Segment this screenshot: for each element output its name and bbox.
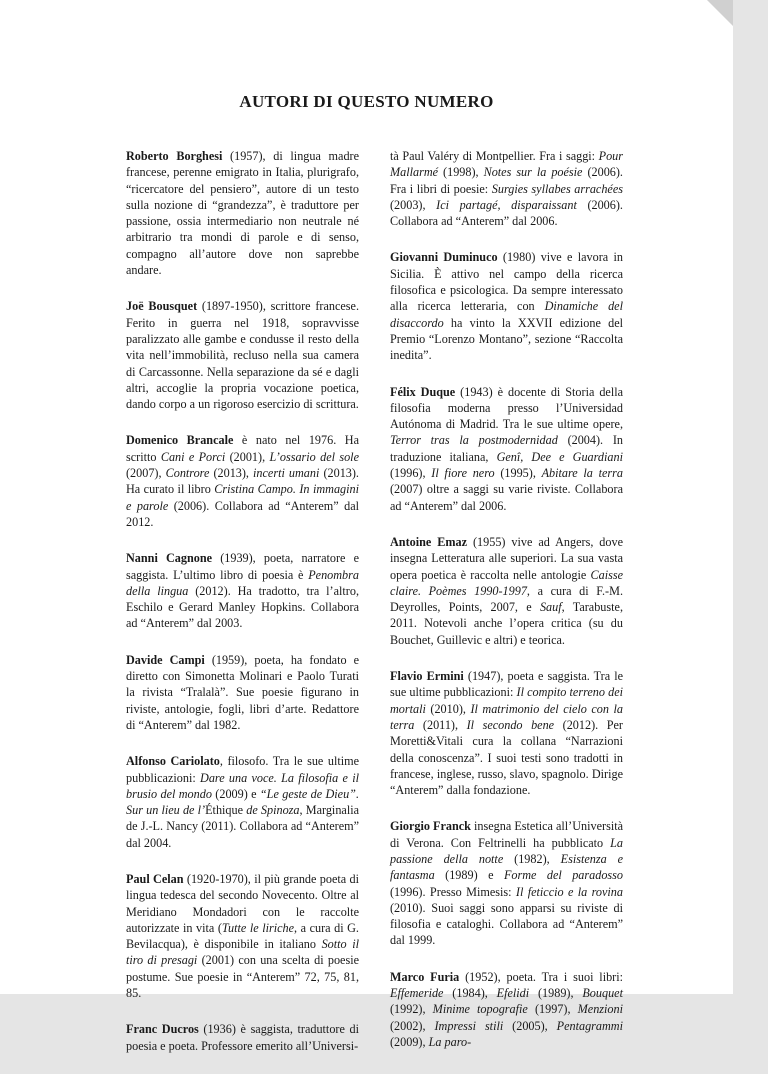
work-title: Penombra della lingua (126, 567, 359, 598)
work-title: Il fiore nero (431, 466, 495, 481)
work-title: Il compito terreno dei mortali (390, 685, 624, 716)
entry-text: (1897-1950), scrittore francese. Ferito in guerra nel 1918, sopravvisse paralizzato alle gambe e condusse il resto della vita nell’immobilità, recluso nella sua camera di Carcassonne. Nella separazione da sé e dagli altri, accoglie la propria vocazione poetica, dando corpo a un rigoroso esercizio di scrittura. (126, 299, 359, 412)
entry-text: (1939), poeta, narratore e saggista. L’ultimo libro di poesia è (126, 551, 359, 582)
author-name: Alfonso Cariolato (126, 754, 220, 769)
entry-text: (1996), (390, 466, 432, 481)
work-title: Pentagrammi (556, 1018, 623, 1033)
entry-text: (1959), poeta, ha fondato e diretto con Simonetta Molinari e Paolo Turati la rivista “Tralalà”. Sue poesie figurano in riviste, antologie, fogli, libri d’arte. Redattore di “Anterem” dal 1982. (126, 652, 359, 732)
work-title: de Spinoza (243, 803, 300, 818)
work-title: Efelidi (496, 986, 530, 1001)
author-entry (126, 298, 359, 412)
entry-text: (1989), (529, 986, 583, 1001)
entry-text: (1943) è docente di Storia della filosofia moderna presso l’Universidad Autónoma di Madrid. Tra le sue ultime opere, (390, 384, 623, 432)
author-name: Roberto Borghesi (126, 149, 223, 163)
entry-text: ha vinto la XXVII edizione del Premio “Lorenzo Montano”, sezione “Raccolta inedita”. (390, 315, 623, 363)
entry-text: (1952), poeta. Tra i suoi libri: (459, 969, 624, 984)
author-name: Giovanni Duminuco (390, 250, 498, 265)
author-entry (390, 668, 623, 798)
entry-text: (2007) oltre a saggi su varie riviste. Collabora ad “Anterem” dal 2006. (390, 482, 623, 513)
entry-text: (1989) e (434, 868, 504, 883)
work-title: incerti umani (253, 466, 320, 481)
author-name: Nanni Cagnone (126, 551, 213, 566)
author-entry (126, 148, 359, 278)
entry-text: (1998), (438, 165, 484, 180)
author-entry (390, 534, 623, 648)
author-entry (390, 249, 623, 363)
work-title: La paro- (428, 1034, 472, 1049)
entry-text: (1980) vive e lavora in Sicilia. È attivo nel campo della ricerca filosofica e psicologica. Da sempre interessato alla ricerca letteraria, con (390, 250, 623, 314)
author-entry (390, 818, 623, 948)
entry-text: tà Paul Valéry di Montpellier. Fra i saggi: (390, 149, 599, 163)
work-title: La passione della notte (390, 835, 623, 866)
work-title: Bouquet (582, 986, 623, 1001)
work-title: Abitare la terra (541, 466, 623, 481)
entry-text: (2010). Suoi saggi sono apparsi su riviste di filosofia e cataloghi. Collabora ad “Anterem” dal 1999. (390, 900, 623, 948)
author-entry (390, 384, 623, 514)
author-name: Marco Furia (390, 969, 460, 984)
page-corner-fold (707, 0, 733, 26)
author-entry (126, 432, 359, 530)
author-entry (126, 871, 359, 1001)
right-column (390, 148, 623, 1070)
entry-text: (2010), (425, 701, 471, 716)
work-title: Caisse claire. Poèmes 1990-1997 (390, 567, 623, 598)
entry-text: (2009), (390, 1034, 429, 1049)
work-title: Sotto il tiro di presagi (126, 937, 360, 968)
entry-text: (2012). Ha tradotto, tra l’altro, Eschilo e Gerard Manley Hopkins. Collabora ad “Anterem” dal 2003. (126, 583, 359, 631)
entry-text: (2007), (126, 466, 166, 481)
work-title: Forme del paradosso (503, 868, 623, 883)
work-title: Esistenza e fantasma (390, 851, 623, 883)
entry-text: , a cura di G. Bevilacqua), è disponibile in italiano (126, 920, 359, 952)
author-entry (126, 753, 359, 851)
entry-text: (2006). Fra i libri di poesie: (390, 165, 623, 196)
work-title: Menzioni (577, 1002, 623, 1017)
entry-text: è nato nel 1976. Ha scritto (126, 433, 359, 464)
work-title: Effemeride (390, 986, 444, 1001)
work-title: Surgies syllabes arrachées (491, 181, 623, 196)
entry-text: (1996). Presso Mimesis: (390, 884, 516, 899)
author-name: Giorgio Franck (390, 819, 471, 834)
work-title: Pour Mallarmé (390, 149, 623, 180)
entry-text: (1984), (443, 986, 497, 1001)
entry-text: (2004). In traduzione italiana, (390, 433, 623, 464)
entry-text: (1920-1970), il più grande poeta di lingua tedesca del secondo Novecento. Oltre al Meridiano Mondadori con le raccolte autorizzate in vita ( (126, 871, 359, 935)
author-entry (126, 1021, 359, 1054)
entry-text: (1947), poeta e saggista. Tra le sue ultime pubblicazioni: (390, 669, 623, 700)
entry-text: (2012). Per Moretti&Vitali cura la collana “Narrazioni della conoscenza”. I suoi testi sono tradotti in francese, inglese, russo, slavo, spagnolo. Dirige “Anterem” dalla fondazione. (390, 717, 623, 798)
work-title: L’ossario del sole (269, 449, 359, 464)
author-name: Franc Ducros (126, 1022, 199, 1037)
entry-text: (2001) con una scelta di poesie postume. Sue poesie in “Anterem” 72, 75, 81, 85. (126, 953, 359, 1001)
work-title: “Le geste de Dieu”. Sur un lieu de l’ (126, 786, 359, 818)
entry-text: (1936) è saggista, traduttore di poesia e poeta. Professore emerito all’Universi- (126, 1022, 359, 1053)
entry-text: (2009) e (211, 786, 260, 801)
work-title: Terror tras la postmodernidad (390, 433, 558, 448)
entry-text: (2002), (390, 1018, 435, 1033)
page-title: AUTORI DI QUESTO NUMERO (239, 92, 494, 111)
author-name: Félix Duque (390, 384, 456, 399)
work-title: Il feticcio e la rovina (515, 884, 623, 899)
entry-text: , Tarabuste, 2011. Notevoli anche l’opera critica (su du Bouchet, Guillevic e altri) e teorica. (390, 600, 623, 647)
entry-text: (2006). Collabora ad “Anterem” dal 2012. (126, 498, 360, 529)
entry-text: (1997), (527, 1002, 578, 1017)
entry-text: (1955) vive ad Angers, dove insegna Letteratura alle superiori. La sua vasta opera poetica è raccolta nelle antologie (390, 534, 624, 582)
author-name: Joë Bousquet (126, 299, 198, 314)
entry-text: (2006). Collabora ad “Anterem” dal 2006. (390, 197, 623, 229)
left-column (126, 148, 359, 1074)
author-name: Domenico Brancale (126, 433, 234, 448)
entry-text: (1992), (390, 1002, 433, 1017)
entry-text: insegna Estetica all’Università di Verona. Con Feltrinelli ha pubblicato (390, 819, 624, 850)
work-title: Genî, Dee e Guardiani (496, 449, 623, 464)
work-title: Ici partagé, disparaissant (436, 197, 577, 212)
entry-text: (2003), (390, 197, 437, 212)
entry-text: (2011), (414, 717, 467, 732)
entry-text: (1957), di lingua madre francese, perenne emigrato in Italia, plurigrafo, “ricercatore del pensiero”, autore di un testo sulla nozione di “grandezza”, è traduttore per passione, ossia intermediario non neutrale né arbitrario tra mondi di parole e di senso, compagno all’autore dove non saprebbe andare. (126, 149, 360, 278)
work-title: Cani e Porci (160, 449, 226, 464)
work-title: Il matrimonio del cielo con la terra (390, 701, 623, 732)
work-title: Minime topografie (432, 1002, 528, 1017)
entry-text: (1982), (503, 851, 561, 866)
author-entry (126, 550, 359, 631)
work-title: Il secondo bene (466, 717, 555, 732)
author-name: Flavio Ermini (390, 669, 464, 684)
entry-text: (1995), (494, 466, 542, 481)
author-entry (390, 969, 623, 1050)
author-entry (390, 148, 623, 229)
entry-text: (2001), (225, 449, 270, 464)
author-name: Paul Celan (126, 871, 184, 886)
work-title: Notes sur la poésie (483, 165, 583, 180)
work-title: Controre (165, 466, 210, 481)
entry-text: , Marginalia de J.-L. Nancy (2011). Collabora ad “Anterem” dal 2004. (126, 803, 360, 850)
work-title: Dare una voce. La filosofia e il brusio del mondo (126, 770, 359, 801)
entry-text: (2013), (209, 466, 254, 481)
work-title: Cristina Campo. In immagini e parole (126, 482, 360, 513)
author-entry (126, 652, 359, 733)
entry-text: (2013). Ha curato il libro (126, 466, 359, 497)
author-name: Davide Campi (126, 652, 205, 667)
work-title: Sauf (539, 600, 562, 615)
work-title: Impressi stili (434, 1018, 504, 1033)
work-title: Tutte le liriche (221, 920, 295, 935)
entry-text: (2005), (503, 1018, 557, 1033)
entry-text: , filosofo. Tra le sue ultime pubblicazioni: (126, 754, 360, 785)
author-name: Antoine Emaz (390, 534, 468, 549)
entry-text: Éthique (205, 803, 244, 818)
entry-text: , a cura di F.-M. Deyrolles, Points, 2007, e (390, 583, 623, 615)
work-title: Dinamiche del disaccordo (390, 299, 623, 330)
